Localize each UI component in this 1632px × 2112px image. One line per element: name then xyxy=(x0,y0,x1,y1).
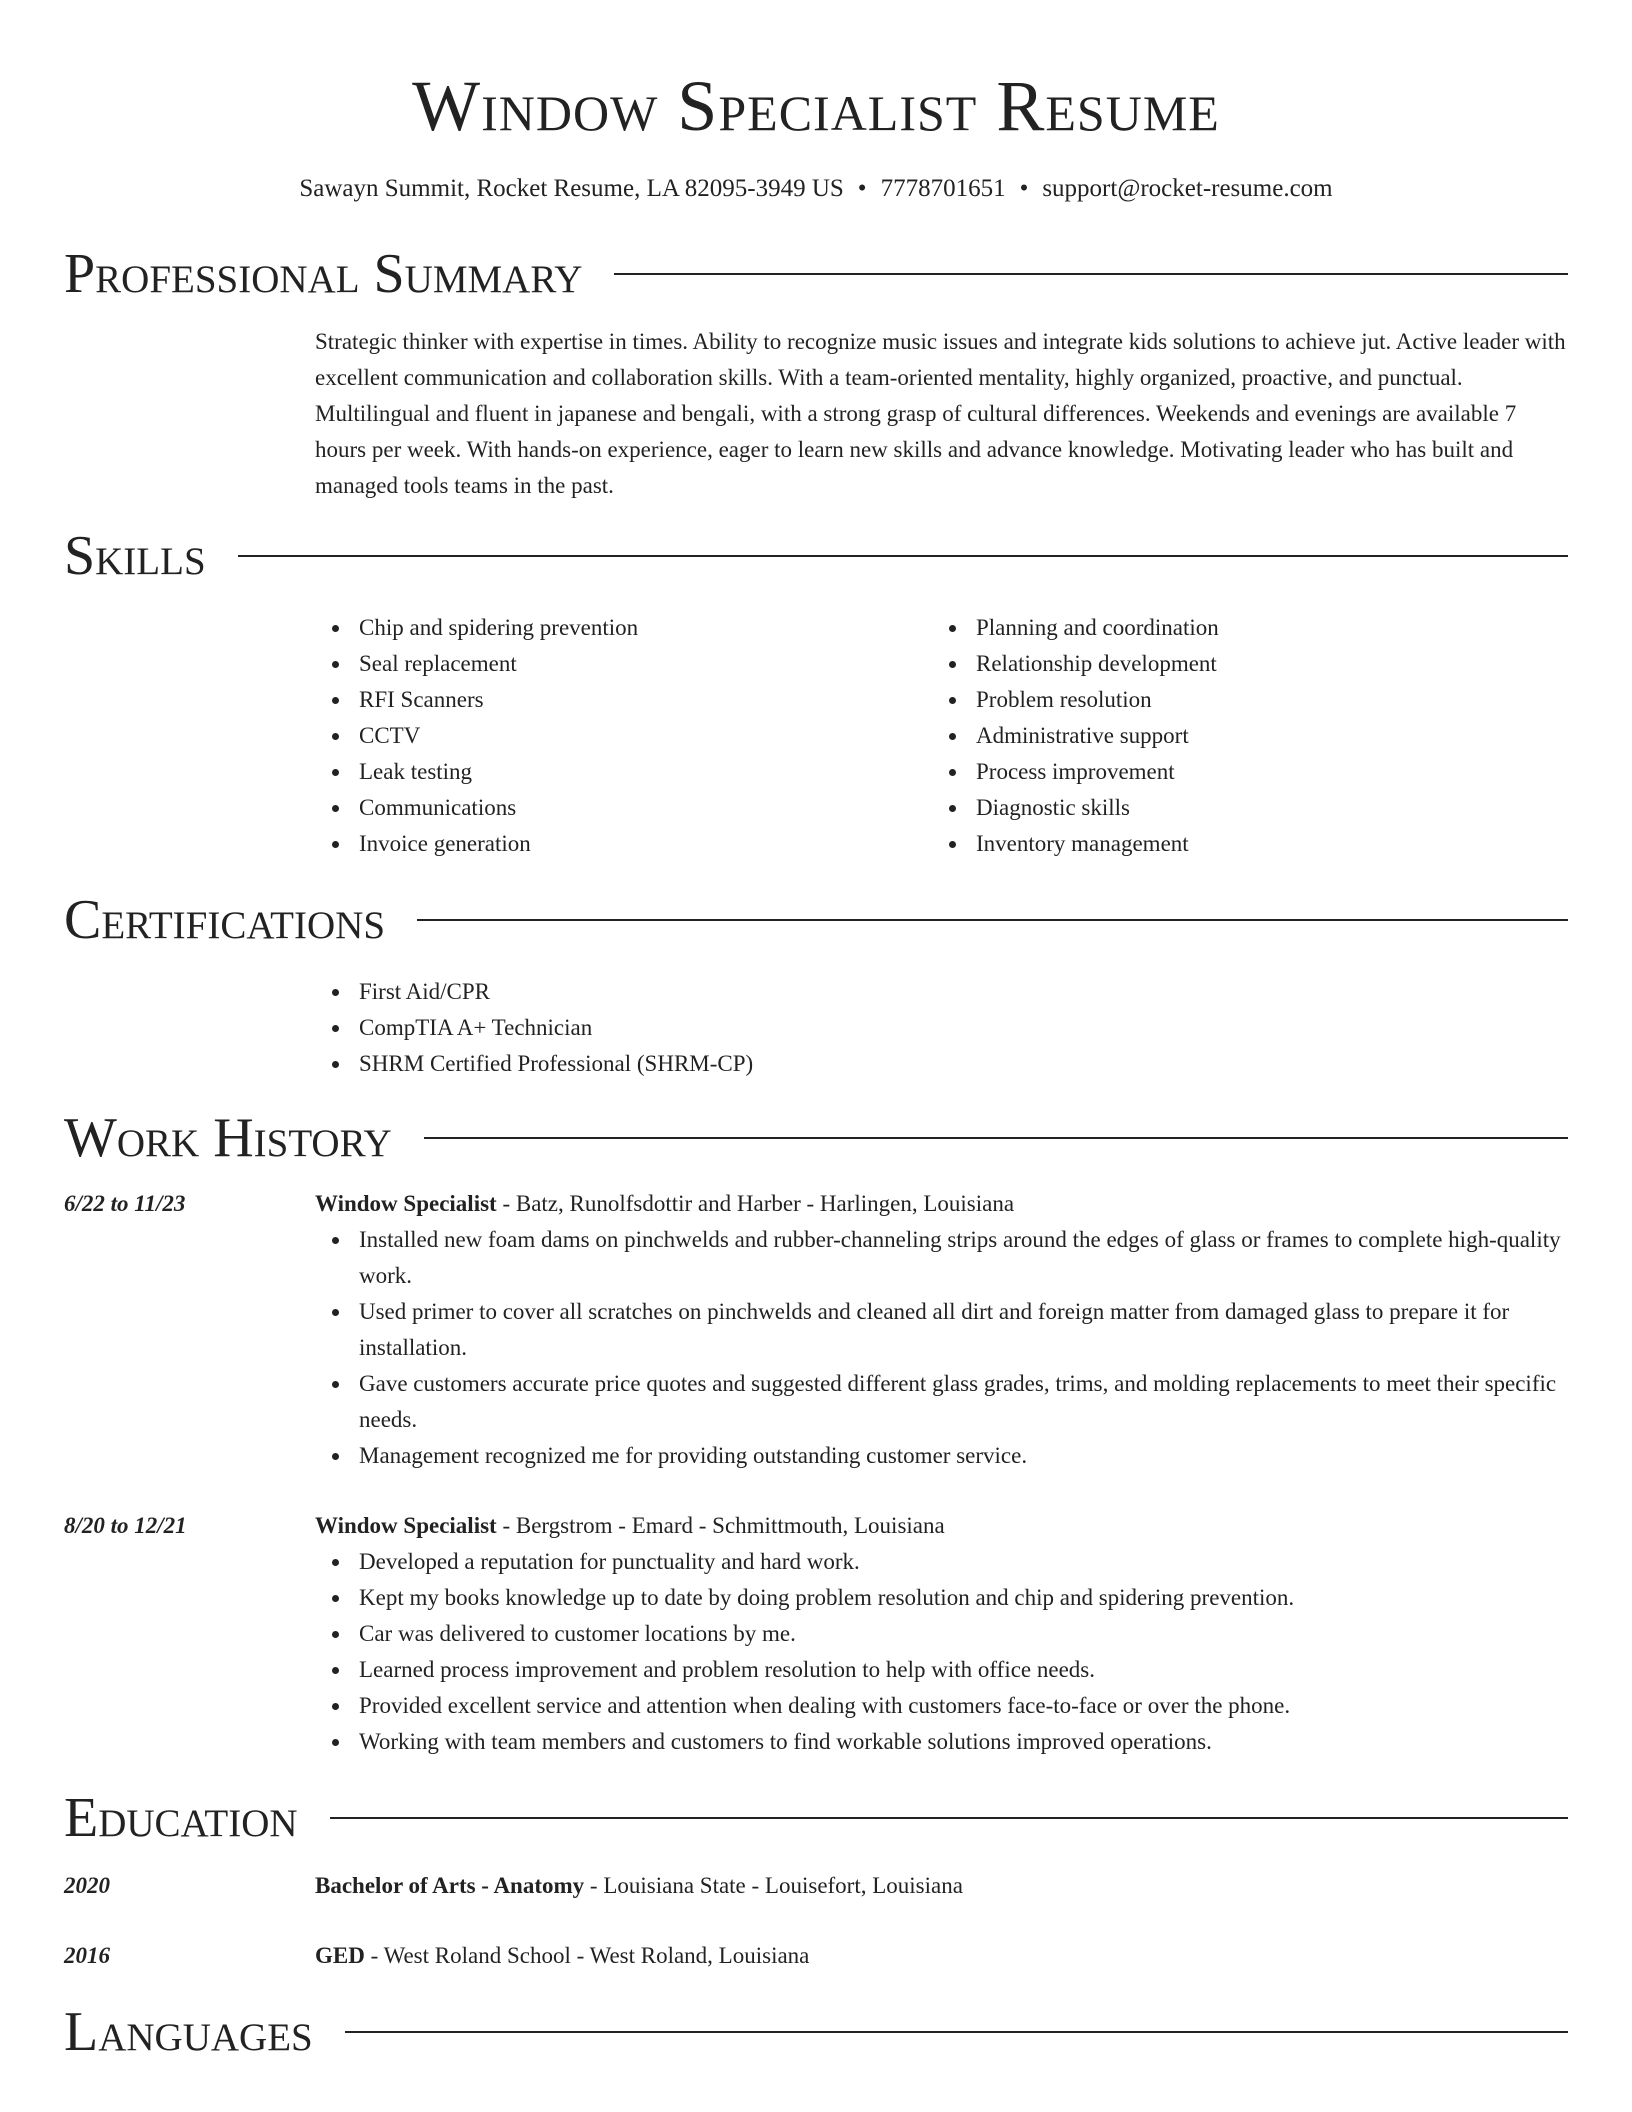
education-school: - Louisiana State - Louisefort, Louisiana xyxy=(584,1873,963,1898)
education-year: 2016 xyxy=(64,1943,110,1968)
education-school: - West Roland School - West Roland, Louisiana xyxy=(364,1943,810,1968)
education-degree: GED xyxy=(315,1943,365,1968)
job-duties xyxy=(315,1222,1568,1474)
skill-item: RFI Scanners xyxy=(315,682,932,718)
job-body xyxy=(315,1186,1568,1474)
skill-item: Relationship development xyxy=(932,646,1549,682)
job-duty: Installed new foam dams on pinchwelds and rubber-channeling strips around the edges of glass or frames to complete high-quality work. xyxy=(315,1222,1568,1294)
skill-item: Problem resolution xyxy=(932,682,1549,718)
contact-line xyxy=(64,172,1568,206)
job-title: Window Specialist xyxy=(315,1191,497,1216)
section-divider xyxy=(330,1817,1568,1819)
education-entry xyxy=(64,1868,1568,1904)
certification-item: CompTIA A+ Technician xyxy=(315,1010,1568,1046)
skill-item: Inventory management xyxy=(932,826,1549,862)
education-year: 2020 xyxy=(64,1873,110,1898)
work-heading: Work History xyxy=(64,1107,392,1169)
skills-column-right xyxy=(932,610,1549,862)
job-employer: - Bergstrom - Emard - Schmittmouth, Louisiana xyxy=(496,1513,945,1538)
certifications-section-header xyxy=(64,886,1568,954)
skill-item: Diagnostic skills xyxy=(932,790,1549,826)
skill-item: Chip and spidering prevention xyxy=(315,610,932,646)
skill-item: Seal replacement xyxy=(315,646,932,682)
job-duty: Car was delivered to customer locations by me. xyxy=(315,1616,1568,1652)
skill-item: Planning and coordination xyxy=(932,610,1549,646)
job-duties xyxy=(315,1544,1568,1760)
certifications-bullets xyxy=(315,974,1568,1082)
education-entry xyxy=(64,1938,1568,1974)
languages-section-header xyxy=(64,1998,1568,2066)
skill-item: Process improvement xyxy=(932,754,1549,790)
job-entry xyxy=(64,1186,1568,1474)
summary-heading: Professional Summary xyxy=(64,243,583,305)
contact-address: Sawayn Summit, Rocket Resume, LA 82095-3949 US xyxy=(299,175,844,202)
resume-title: Window Specialist Resume xyxy=(412,66,1220,146)
summary-block xyxy=(315,324,1568,504)
contact-separator: • xyxy=(1019,175,1029,202)
certification-item: SHRM Certified Professional (SHRM-CP) xyxy=(315,1046,1568,1082)
job-entry xyxy=(64,1508,1568,1760)
education-degree: Bachelor of Arts - Anatomy xyxy=(315,1873,585,1898)
skill-item: Administrative support xyxy=(932,718,1549,754)
job-duty: Developed a reputation for punctuality and hard work. xyxy=(315,1544,1568,1580)
job-employer: - Batz, Runolfsdottir and Harber - Harlingen, Louisiana xyxy=(496,1191,1015,1216)
work-section-header xyxy=(64,1104,1568,1172)
section-divider xyxy=(238,555,1568,557)
contact-separator: • xyxy=(857,175,867,202)
job-duty: Management recognized me for providing outstanding customer service. xyxy=(315,1438,1568,1474)
skill-item: Communications xyxy=(315,790,932,826)
job-duty: Kept my books knowledge up to date by doing problem resolution and chip and spidering prevention. xyxy=(315,1580,1568,1616)
skills-list xyxy=(315,610,1568,862)
contact-phone: 7778701651 xyxy=(880,175,1006,202)
skills-heading: Skills xyxy=(64,525,206,587)
job-heading xyxy=(315,1186,1568,1222)
skill-item: Leak testing xyxy=(315,754,932,790)
job-dates: 6/22 to 11/23 xyxy=(64,1191,186,1216)
skills-column-left xyxy=(315,610,932,862)
languages-heading: Languages xyxy=(64,2001,313,2063)
section-divider xyxy=(417,919,1568,921)
education-section-header xyxy=(64,1784,1568,1852)
skill-item: Invoice generation xyxy=(315,826,932,862)
job-duty: Gave customers accurate price quotes and suggested different glass grades, trims, and molding replacements to meet their specific needs. xyxy=(315,1366,1568,1438)
education-body xyxy=(315,1868,1568,1904)
section-divider xyxy=(345,2031,1568,2033)
section-divider xyxy=(614,273,1568,275)
contact-email: support@rocket-resume.com xyxy=(1042,175,1333,202)
skill-item: CCTV xyxy=(315,718,932,754)
job-dates: 8/20 to 12/21 xyxy=(64,1513,187,1538)
certification-item: First Aid/CPR xyxy=(315,974,1568,1010)
job-duty: Learned process improvement and problem resolution to help with office needs. xyxy=(315,1652,1568,1688)
summary-section-header xyxy=(64,240,1568,308)
job-title: Window Specialist xyxy=(315,1513,497,1538)
job-duty: Working with team members and customers to find workable solutions improved operations. xyxy=(315,1724,1568,1760)
summary-text: Strategic thinker with expertise in times. Ability to recognize music issues and integrate kids solutions to achieve jut. Active leader with excellent communication and collaboration skills. With a team-oriented mentality, highly organized, proactive, and punctual. Multilingual and fluent in japanese and bengali, with a strong grasp of cultural differences. Weekends and evenings are available 7 hours per week. With hands-on experience, eager to learn new skills and advance knowledge. Motivating leader who has built and managed tools teams in the past. xyxy=(315,329,1566,498)
job-heading xyxy=(315,1508,1568,1544)
skills-section-header xyxy=(64,522,1568,590)
resume-page xyxy=(64,0,1568,2066)
job-duty: Used primer to cover all scratches on pinchwelds and cleaned all dirt and foreign matter from damaged glass to prepare it for installation. xyxy=(315,1294,1568,1366)
education-heading: Education xyxy=(64,1787,298,1849)
job-body xyxy=(315,1508,1568,1760)
certifications-list xyxy=(315,974,1568,1082)
section-divider xyxy=(424,1137,1568,1139)
job-duty: Provided excellent service and attention when dealing with customers face-to-face or over the phone. xyxy=(315,1688,1568,1724)
education-body xyxy=(315,1938,1568,1974)
certifications-heading: Certifications xyxy=(64,889,386,951)
